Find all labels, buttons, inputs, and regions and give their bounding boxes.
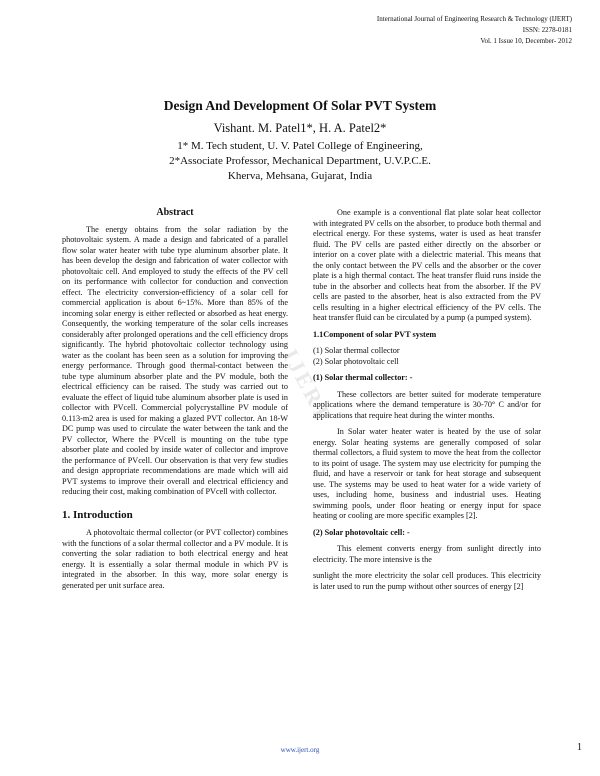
pv-paragraph-2: sunlight the more electricity the solar cell produces. This electricity is later used to run the pump without other sources of energy [2] [313,571,541,591]
page-number: 1 [577,742,582,753]
authors: Vishant. M. Patel1*, H. A. Patel2* [213,121,387,135]
volume-issue: Vol. 1 Issue 10, December- 2012 [480,37,572,45]
introduction-text: A photovoltaic thermal collector (or PVT collector) combines with the functions of a solar thermal collector and a PV module. It is converting the solar radiation to both electrical energy and heat energy. It is essentially a solar thermal module in which PV is integrated in the absorber. In this way, more solar energy is generated per unit surface area. [62,528,288,590]
abstract-text: The energy obtains from the solar radiation by the photovoltaic system. A made a design and fabricated of a parallel flow solar water heater with tube type aluminum absorber plate. It has been develop the design and fabrication of water collector with photovoltaic cell. And employed to study the effects of the PV cell on its performance with collector for conduction and convection effect. The electricity conversion-efficiency of a solar cell for commercial application is about 6~15%. More than 85% of the incoming solar energy is either reflected or absorbed as heat energy. Consequently, the working temperature of the solar cells increases considerably after prolonged operations and the cell efficiency drops significantly. The hybrid photovoltaic collector technology using water as the coolant has been seen as a solution for improving the energy performance. Through good thermal-contact between the tube type aluminum absorber plate and the PV module, both the electrical efficiency can be raised. The study was carried out to evaluate the effect of liquid tube aluminum absorber plate is used in collector with PVcell. Commercial polycrystalline PV module of 0.113-m2 area is used for making a glazed PVT collector. An 18-W DC pump was used to circulate the water between the tank and the PV collector, Where the PVcell is mounting on the tube type absorber plate and cooled by inside water of collector and improve the performance of PVcell. Our observation is that very few studies and design appropriate recommendations are made which will aid PVT systems to improve their overall and electrical efficiency and reducing their cost, making combination of PVcell with collector. [62,224,288,496]
pv-paragraph-1: This element converts energy from sunlight directly into electricity. The more intensive is the [313,544,541,564]
journal-name: International Journal of Engineering Research & Technology (IJERT) [376,15,572,23]
footer-url[interactable]: www.ijert.org [280,746,320,754]
affiliations [0,139,600,184]
watermark: IJERT [277,345,338,427]
pv-cell-heading: (2) Solar photovoltaic cell: - [313,527,410,537]
component-heading: 1.1Component of solar PVT system [313,329,437,339]
left-column [62,208,288,597]
affiliation-3: Kherva, Mehsana, Gujarat, India [227,170,373,182]
affiliation-1: 1* M. Tech student, U. V. Patel College of Engineering, [177,140,423,152]
issn: ISSN: 2278-0181 [522,26,572,34]
right-column [313,208,541,598]
affiliation-2: 2*Associate Professor, Mechanical Department, U.V.P.C.E. [169,155,431,167]
thermal-collector-heading: (1) Solar thermal collector: - [313,373,413,382]
paper-title: Design And Development Of Solar PVT System [163,98,437,113]
component-item-2: (2) Solar photovoltaic cell [313,356,399,366]
journal-header [377,14,572,47]
abstract-heading: Abstract [156,207,194,218]
thermal-paragraph-2: In Solar water heater water is heated by the use of solar energy. Solar heating systems are generally composed of solar thermal collectors, a fluid system to move the heat from the collector to its point of usage. The system may use electricity for pumping the fluid, and have a reservoir or tank for heat storage and subsequent use. The systems may be used to heat water for a wide variety of uses, including home, business and industrial uses. Heating swimming pools, under floor heating or energy input for space heating or cooling are more specific examples [2]. [313,427,541,520]
component-item-1: (1) Solar thermal collector [313,346,400,355]
right-paragraph-1: One example is a conventional flat plate solar heat collector with integrated PV cells on the absorber, to produce both thermal and electrical energy. For these systems, water is used as heat transfer fluid. The PV cells are pasted either directly on the absorber or interior on a cover plate with a dielectric material. This means that the only contact between the PV cells and the absorber or the cover plate is a high thermal contact. The heat transfer fluid runs inside the tube in the absorber and collects heat from the absorber. If the PV cells are pasted to the absorber, heat is also extracted from the PV cells resulting in a higher electrical efficiency of the PV cells. The heat transfer fluid can be circulated by a pump (a pumped system). [313,208,541,322]
introduction-heading: 1. Introduction [62,508,133,521]
thermal-paragraph-1: These collectors are better suited for moderate temperature applications where the demand temperature is 30-70° C and/or for applications that require heat during the winter months. [313,389,541,420]
